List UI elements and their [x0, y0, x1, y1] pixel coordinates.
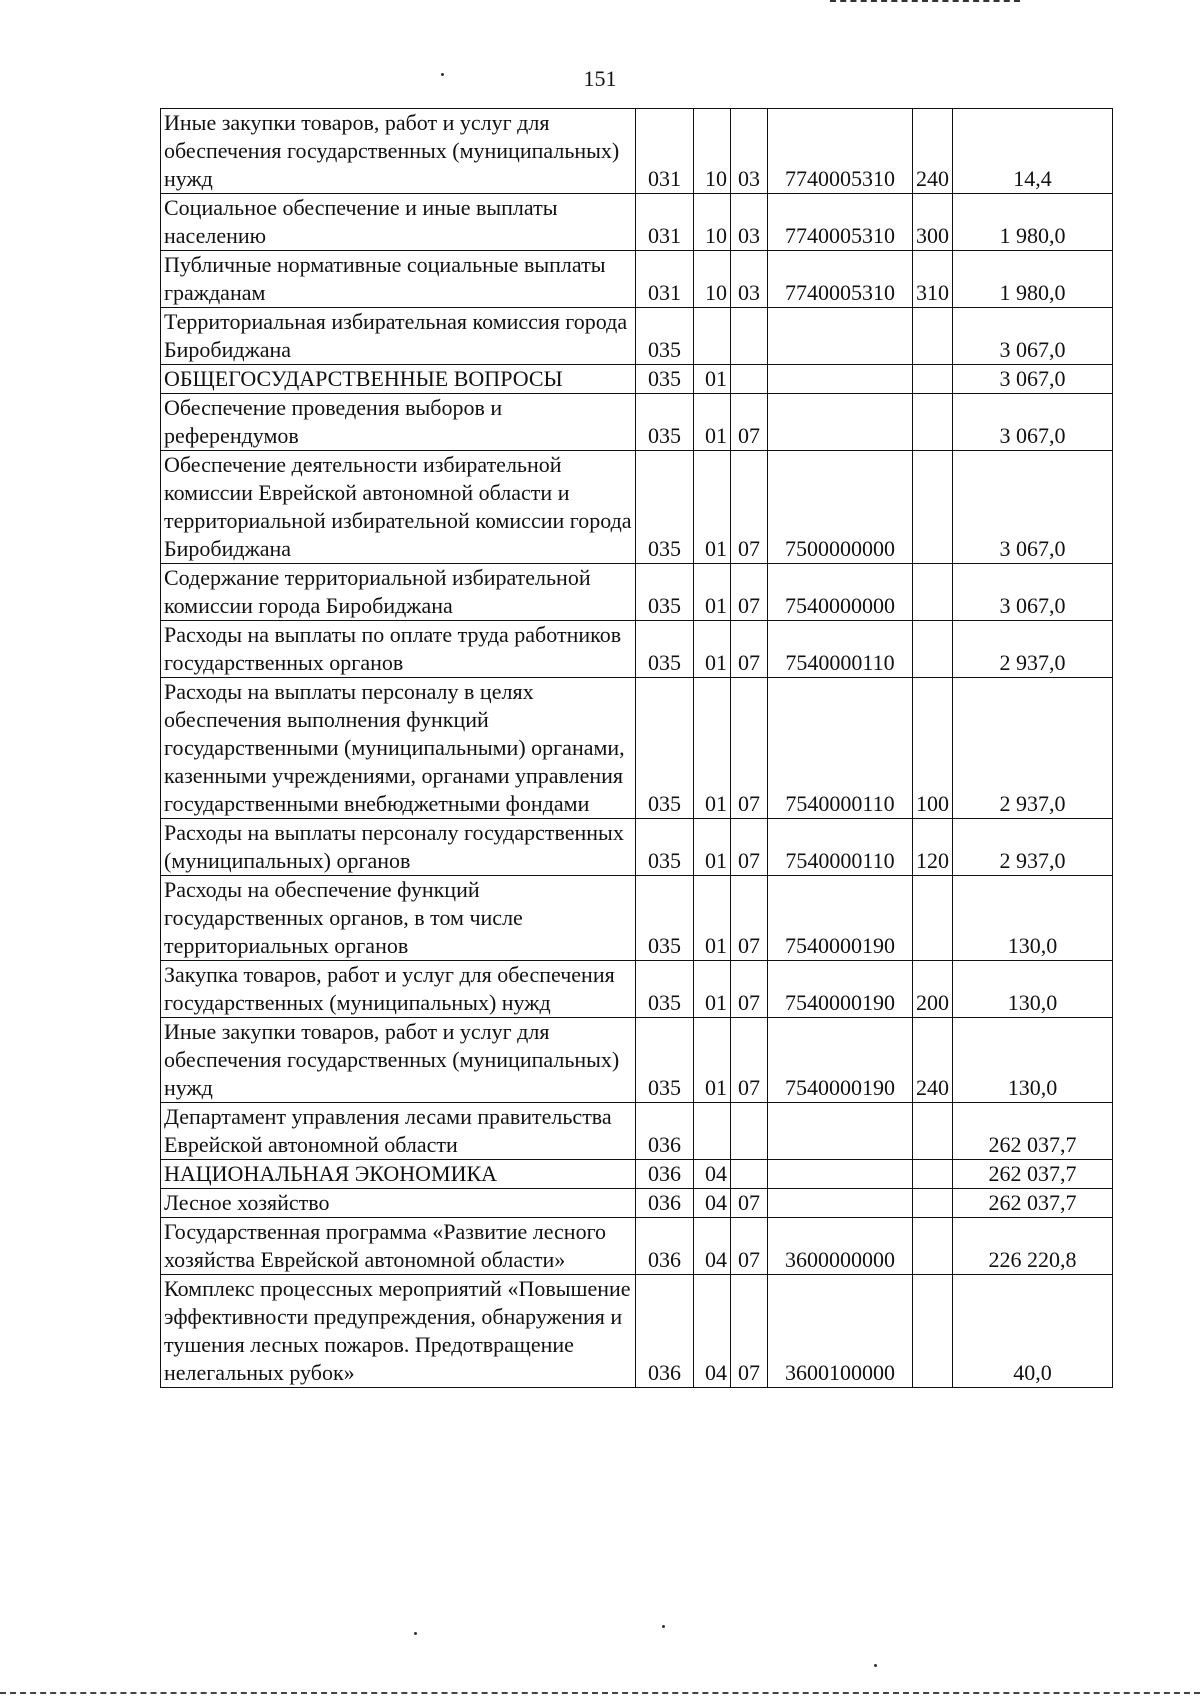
row-code-cell: 031	[636, 194, 694, 251]
row-target-cell	[768, 1189, 913, 1218]
row-subsection-cell: 07	[731, 394, 768, 451]
row-sum-cell: 262 037,7	[953, 1189, 1113, 1218]
row-code-cell: 035	[636, 621, 694, 678]
row-name-cell: Расходы на обеспечение функций государственных органов, в том числе территориальных органов	[161, 876, 636, 961]
row-expense-type-cell	[913, 1189, 953, 1218]
row-name-cell: Закупка товаров, работ и услуг для обеспечения государственных (муниципальных) нужд	[161, 961, 636, 1018]
row-name-cell: Лесное хозяйство	[161, 1189, 636, 1218]
row-sum-cell: 130,0	[953, 961, 1113, 1018]
row-expense-type-cell	[913, 564, 953, 621]
row-expense-type-cell: 300	[913, 194, 953, 251]
row-sum-cell: 1 980,0	[953, 194, 1113, 251]
scan-edge-mark-top	[830, 0, 1020, 5]
row-name-cell: Расходы на выплаты персоналу государственных (муниципальных) органов	[161, 819, 636, 876]
row-target-cell	[768, 1103, 913, 1160]
page-number: 151	[583, 66, 617, 91]
row-name-cell: Комплекс процессных мероприятий «Повышение эффективности предупреждения, обнаружения и тушения лесных пожаров. Предотвращение нелегальных рубок»	[161, 1275, 636, 1388]
row-target-cell: 7540000110	[768, 678, 913, 819]
row-target-cell: 7540000190	[768, 961, 913, 1018]
row-subsection-cell: 03	[731, 194, 768, 251]
row-section-cell: 10	[694, 194, 731, 251]
table-row	[161, 451, 1113, 564]
budget-table-body	[161, 109, 1113, 1388]
row-sum-cell: 2 937,0	[953, 621, 1113, 678]
row-code-cell: 035	[636, 365, 694, 394]
row-code-cell: 035	[636, 564, 694, 621]
row-section-cell: 01	[694, 819, 731, 876]
row-sum-cell: 130,0	[953, 1018, 1113, 1103]
row-name-cell: Департамент управления лесами правительства Еврейской автономной области	[161, 1103, 636, 1160]
row-target-cell	[768, 308, 913, 365]
row-target-cell: 3600100000	[768, 1275, 913, 1388]
row-code-cell: 035	[636, 308, 694, 365]
table-row	[161, 678, 1113, 819]
table-row	[161, 365, 1113, 394]
row-code-cell: 035	[636, 819, 694, 876]
row-code-cell: 035	[636, 451, 694, 564]
row-name-cell: Иные закупки товаров, работ и услуг для обеспечения государственных (муниципальных) нужд	[161, 109, 636, 194]
row-code-cell: 031	[636, 251, 694, 308]
row-section-cell: 01	[694, 365, 731, 394]
row-name-cell: Социальное обеспечение и иные выплаты населению	[161, 194, 636, 251]
row-section-cell: 01	[694, 451, 731, 564]
table-row	[161, 961, 1113, 1018]
row-expense-type-cell: 200	[913, 961, 953, 1018]
row-section-cell: 01	[694, 961, 731, 1018]
row-name-cell: Государственная программа «Развитие лесного хозяйства Еврейской автономной области»	[161, 1218, 636, 1275]
row-subsection-cell: 07	[731, 678, 768, 819]
row-sum-cell: 3 067,0	[953, 308, 1113, 365]
row-code-cell: 036	[636, 1103, 694, 1160]
row-expense-type-cell: 240	[913, 1018, 953, 1103]
row-subsection-cell: 07	[731, 1275, 768, 1388]
row-section-cell	[694, 1103, 731, 1160]
table-row	[161, 1018, 1113, 1103]
row-section-cell: 04	[694, 1218, 731, 1275]
row-expense-type-cell	[913, 876, 953, 961]
row-section-cell: 10	[694, 109, 731, 194]
row-name-cell: Обеспечение деятельности избирательной комиссии Еврейской автономной области и территориальной избирательной комиссии города Биробиджана	[161, 451, 636, 564]
row-target-cell: 7540000110	[768, 621, 913, 678]
row-sum-cell: 3 067,0	[953, 451, 1113, 564]
row-target-cell: 7740005310	[768, 109, 913, 194]
row-subsection-cell	[731, 1160, 768, 1189]
row-subsection-cell: 07	[731, 621, 768, 678]
budget-table	[160, 108, 1113, 1388]
row-expense-type-cell	[913, 451, 953, 564]
scan-speck	[441, 73, 444, 76]
row-code-cell: 036	[636, 1160, 694, 1189]
row-section-cell: 04	[694, 1160, 731, 1189]
row-target-cell: 7740005310	[768, 251, 913, 308]
table-row	[161, 308, 1113, 365]
row-name-cell: Иные закупки товаров, работ и услуг для обеспечения государственных (муниципальных) нужд	[161, 1018, 636, 1103]
row-sum-cell: 2 937,0	[953, 819, 1113, 876]
row-subsection-cell: 07	[731, 819, 768, 876]
scan-speck	[662, 1625, 665, 1628]
row-name-cell: Публичные нормативные социальные выплаты гражданам	[161, 251, 636, 308]
table-row	[161, 109, 1113, 194]
row-target-cell	[768, 394, 913, 451]
row-target-cell	[768, 1160, 913, 1189]
table-row	[161, 1160, 1113, 1189]
row-section-cell: 04	[694, 1189, 731, 1218]
row-target-cell: 7500000000	[768, 451, 913, 564]
row-subsection-cell: 07	[731, 564, 768, 621]
row-section-cell: 10	[694, 251, 731, 308]
row-subsection-cell: 03	[731, 109, 768, 194]
row-section-cell: 01	[694, 876, 731, 961]
table-row	[161, 621, 1113, 678]
row-name-cell: Территориальная избирательная комиссия города Биробиджана	[161, 308, 636, 365]
table-row	[161, 564, 1113, 621]
row-subsection-cell: 07	[731, 1218, 768, 1275]
row-code-cell: 036	[636, 1189, 694, 1218]
row-subsection-cell: 07	[731, 1189, 768, 1218]
row-sum-cell: 3 067,0	[953, 564, 1113, 621]
row-name-cell: ОБЩЕГОСУДАРСТВЕННЫЕ ВОПРОСЫ	[161, 365, 636, 394]
row-sum-cell: 3 067,0	[953, 394, 1113, 451]
table-row	[161, 1103, 1113, 1160]
table-row	[161, 876, 1113, 961]
row-expense-type-cell	[913, 1160, 953, 1189]
row-sum-cell: 3 067,0	[953, 365, 1113, 394]
row-code-cell: 036	[636, 1218, 694, 1275]
row-expense-type-cell: 240	[913, 109, 953, 194]
row-expense-type-cell	[913, 1103, 953, 1160]
row-target-cell: 3600000000	[768, 1218, 913, 1275]
row-target-cell: 7540000190	[768, 1018, 913, 1103]
table-row	[161, 1189, 1113, 1218]
row-code-cell: 035	[636, 876, 694, 961]
row-expense-type-cell	[913, 1275, 953, 1388]
table-row	[161, 819, 1113, 876]
scan-speck	[874, 1664, 877, 1667]
table-row	[161, 251, 1113, 308]
row-code-cell: 035	[636, 1018, 694, 1103]
row-code-cell: 035	[636, 678, 694, 819]
row-expense-type-cell	[913, 394, 953, 451]
scan-edge-mark-bottom	[0, 1692, 1200, 1697]
row-expense-type-cell: 310	[913, 251, 953, 308]
row-name-cell: Обеспечение проведения выборов и референдумов	[161, 394, 636, 451]
row-name-cell: НАЦИОНАЛЬНАЯ ЭКОНОМИКА	[161, 1160, 636, 1189]
row-target-cell: 7540000190	[768, 876, 913, 961]
row-section-cell	[694, 308, 731, 365]
row-subsection-cell: 07	[731, 451, 768, 564]
row-name-cell: Расходы на выплаты по оплате труда работников государственных органов	[161, 621, 636, 678]
row-expense-type-cell	[913, 621, 953, 678]
row-sum-cell: 1 980,0	[953, 251, 1113, 308]
row-section-cell: 01	[694, 564, 731, 621]
row-expense-type-cell: 100	[913, 678, 953, 819]
table-row	[161, 1275, 1113, 1388]
row-subsection-cell: 03	[731, 251, 768, 308]
scan-speck	[414, 1632, 417, 1635]
row-subsection-cell	[731, 308, 768, 365]
row-section-cell: 01	[694, 621, 731, 678]
table-row	[161, 1218, 1113, 1275]
row-section-cell: 01	[694, 1018, 731, 1103]
row-subsection-cell	[731, 1103, 768, 1160]
row-expense-type-cell	[913, 1218, 953, 1275]
row-expense-type-cell	[913, 308, 953, 365]
row-sum-cell: 14,4	[953, 109, 1113, 194]
row-section-cell: 01	[694, 678, 731, 819]
row-expense-type-cell	[913, 365, 953, 394]
row-section-cell: 01	[694, 394, 731, 451]
row-subsection-cell: 07	[731, 1018, 768, 1103]
row-target-cell: 7540000000	[768, 564, 913, 621]
row-subsection-cell	[731, 365, 768, 394]
row-sum-cell: 226 220,8	[953, 1218, 1113, 1275]
row-sum-cell: 40,0	[953, 1275, 1113, 1388]
row-sum-cell: 262 037,7	[953, 1103, 1113, 1160]
row-name-cell: Расходы на выплаты персоналу в целях обеспечения выполнения функций государственными (муниципальными) органами, казенными учреждениями, органами управления государственными внебюджетными фондами	[161, 678, 636, 819]
row-code-cell: 035	[636, 961, 694, 1018]
row-target-cell: 7740005310	[768, 194, 913, 251]
row-subsection-cell: 07	[731, 876, 768, 961]
row-subsection-cell: 07	[731, 961, 768, 1018]
row-section-cell: 04	[694, 1275, 731, 1388]
table-row	[161, 194, 1113, 251]
row-sum-cell: 130,0	[953, 876, 1113, 961]
row-name-cell: Содержание территориальной избирательной комиссии города Биробиджана	[161, 564, 636, 621]
row-code-cell: 036	[636, 1275, 694, 1388]
row-code-cell: 035	[636, 394, 694, 451]
row-sum-cell: 262 037,7	[953, 1160, 1113, 1189]
row-sum-cell: 2 937,0	[953, 678, 1113, 819]
row-code-cell: 031	[636, 109, 694, 194]
row-expense-type-cell: 120	[913, 819, 953, 876]
row-target-cell: 7540000110	[768, 819, 913, 876]
table-row	[161, 394, 1113, 451]
row-target-cell	[768, 365, 913, 394]
